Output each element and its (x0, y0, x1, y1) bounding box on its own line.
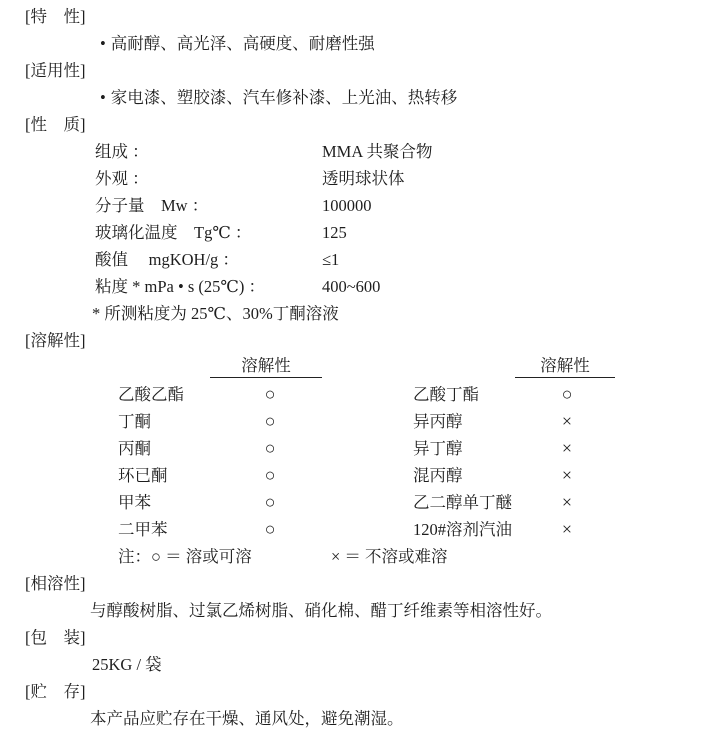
solvent-name: 乙酸乙酯 (118, 385, 184, 404)
solubility-symbol: ○ (264, 384, 276, 404)
storage-text: 本产品应贮存在干燥、通风处，避免潮湿。 (90, 709, 404, 728)
solubility-header-left: 溶解性 (210, 354, 322, 378)
property-value: 125 (322, 223, 347, 242)
section-header-characteristics: [特 性] (25, 7, 86, 26)
solubility-symbol: ○ (264, 519, 276, 539)
solubility-symbol: × (561, 411, 573, 431)
solubility-symbol: ○ (561, 384, 573, 404)
property-label: 玻璃化温度 Tg℃ ： (95, 223, 252, 242)
property-row-acid-value (95, 246, 719, 273)
characteristics-value: 高耐醇、高光泽、高硬度、耐磨性强 (110, 34, 375, 53)
property-value: MMA 共聚合物 (322, 142, 433, 161)
section-header-compatibility: [相溶性] (25, 574, 86, 593)
property-label: 粘度 * mPa • s (25℃) ： (95, 277, 265, 296)
applicability-value: 家电漆、塑胶漆、汽车修补漆、上光油、热转移 (110, 88, 458, 107)
solvent-name: 乙酸丁酯 (413, 385, 479, 404)
section-header-storage: [贮 存] (25, 682, 86, 701)
property-label: 分子量 Mw ： (95, 196, 209, 215)
solubility-symbol: × (561, 519, 573, 539)
compatibility-text: 与醇酸树脂、过氯乙烯树脂、硝化棉、醋丁纤维素等相溶性好。 (90, 601, 552, 620)
solvent-name: 异丙醇 (413, 412, 463, 431)
section-header-packaging: [包 装] (25, 628, 86, 647)
property-value: 100000 (322, 196, 372, 215)
characteristics-text (100, 30, 719, 57)
bullet-icon: • (100, 88, 106, 107)
section-header-properties: [性 质] (25, 115, 86, 134)
solubility-header-right: 溶解性 (515, 354, 615, 378)
bullet-icon: • (100, 34, 106, 53)
solubility-row (118, 489, 719, 516)
solubility-symbol: ○ (264, 411, 276, 431)
solubility-symbol: ○ (264, 465, 276, 485)
applicability-text (100, 84, 719, 111)
solvent-name: 二甲苯 (118, 520, 168, 539)
solvent-name: 环已酮 (118, 466, 168, 485)
solubility-row (118, 435, 719, 462)
solubility-symbol: × (561, 465, 573, 485)
property-row-molecular-weight (95, 192, 719, 219)
solubility-symbol: ○ (264, 438, 276, 458)
solubility-row (118, 516, 719, 543)
property-row-glass-transition (95, 219, 719, 246)
property-row-appearance (95, 165, 719, 192)
property-label: 组成 ： (95, 142, 149, 161)
property-value: ≤1 (322, 250, 340, 269)
property-row-composition (95, 138, 719, 165)
solvent-name: 丁酮 (118, 412, 151, 431)
solvent-name: 甲苯 (118, 493, 151, 512)
property-label: 酸值 mgKOH/g ： (95, 250, 239, 269)
solvent-name: 异丁醇 (413, 439, 463, 458)
solubility-row (118, 381, 719, 408)
solubility-legend (118, 543, 719, 570)
packaging-text: 25KG / 袋 (92, 655, 162, 674)
section-header-applicability: [适用性] (25, 61, 86, 80)
property-value: 透明球状体 (322, 169, 405, 188)
solvent-name: 120#溶剂汽油 (413, 520, 512, 539)
viscosity-footnote: * 所测粘度为 25℃、30%丁酮溶液 (92, 304, 339, 323)
legend-soluble: 注：○ ＝ 溶或可溶 (118, 547, 252, 566)
property-row-viscosity (95, 273, 719, 300)
legend-insoluble: × ＝ 不溶或难溶 (331, 547, 448, 566)
solubility-column-headers (210, 354, 719, 381)
solvent-name: 乙二醇单丁醚 (413, 493, 512, 512)
solvent-name: 混丙醇 (413, 466, 463, 485)
solubility-symbol: × (561, 492, 573, 512)
property-label: 外观 ： (95, 169, 149, 188)
solubility-symbol: ○ (264, 492, 276, 512)
solubility-row (118, 462, 719, 489)
solubility-row (118, 408, 719, 435)
section-header-solubility: [溶解性] (25, 331, 86, 350)
solvent-name: 丙酮 (118, 439, 151, 458)
property-value: 400~600 (322, 277, 381, 296)
solubility-symbol: × (561, 438, 573, 458)
